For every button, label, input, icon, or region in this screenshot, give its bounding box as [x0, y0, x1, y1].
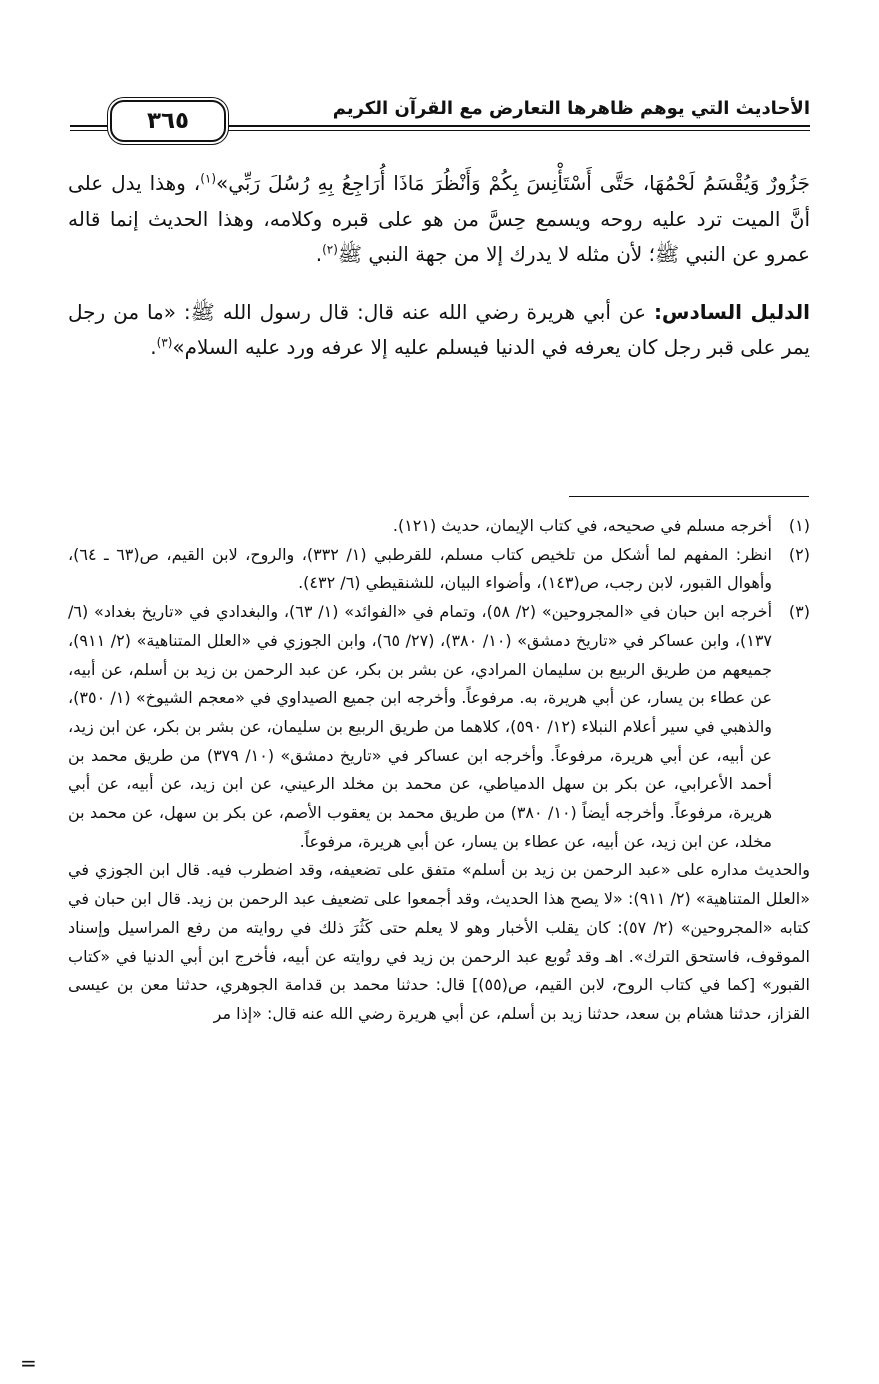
- evidence-heading: الدليل السادس:: [653, 299, 810, 324]
- page-number: ٣٦٥: [146, 108, 190, 134]
- footnote-ref-3: (٣): [156, 335, 173, 350]
- footnote-separator: [569, 496, 809, 497]
- footnote-text: انظر: المفهم لما أشكل من تلخيص كتاب مسلم، للقرطبي (١/ ٣٣٢)، والروح، لابن القيم، ص(٦٣ ـ ٦٤)، وأهوال القبور، لابن رجب، ص(١٤٣)، وأضواء البيان، للشنقيطي (٦/ ٤٣٢).: [68, 544, 773, 593]
- footnote-text: أخرجه مسلم في صحيحه، في كتاب الإيمان، حديث (١٢١).: [392, 516, 772, 535]
- paragraph-1-text: جَزُورٌ وَيُقْسَمُ لَحْمُهَا، حَتَّى أَسْتَأْنِسَ بِكُمْ وَأَنْظُرَ مَاذَا أُرَاجِعُ بِهِ رُسُلَ رَبِّي»: [216, 171, 810, 195]
- paragraph-2: [68, 295, 810, 366]
- footnote-number: (٣): [788, 602, 810, 622]
- footnote-ref-1: (١): [200, 171, 217, 186]
- page-number-box: [110, 100, 226, 142]
- paragraph-2-text: عن أبي هريرة رضي الله عنه قال: قال رسول الله ﷺ: «ما من رجل يمر على قبر رجل كان يعرفه في الدنيا فيسلم عليه إلا عرفه ورد عليه السلام»: [68, 299, 810, 359]
- footnote-number: (١): [788, 516, 810, 535]
- footnote-item: [68, 598, 810, 856]
- running-title: الأحاديث التي يوهم ظاهرها التعارض مع القرآن الكريم: [332, 98, 810, 119]
- footnote-text: أخرجه ابن حبان في «المجروحين» (٢/ ٥٨)، وتمام في «الفوائد» (١/ ٦٣)، والبغدادي في «تاريخ بغداد» (٦/ ١٣٧)، وابن عساكر في «تاريخ دمشق» (١٠/ ٣٨٠)، (٢٧/ ٦٥)، وابن الجوزي في «العلل المتناهية» (٢/ ٩١١)، جميعهم من طريق الربيع بن سليمان المرادي، عن بشر بن بكر، عن عبد الرحمن بن زيد بن أسلم، عن أبيه، عن عطاء بن يسار، عن أبي هريرة، به. مرفوعاً. وأخرجه ابن جميع الصيداوي في «معجم الشيوخ» (١/ ٣٥٠)، والذهبي في سير أعلام النبلاء (١٢/ ٥٩٠)، كلاهما من طريق الربيع بن سليمان، عن بشر بن بكر، عن ابن زيد، عن أبيه، عن أبي هريرة، مرفوعاً. وأخرجه ابن عساكر في «تاريخ دمشق» (١٠/ ٣٧٩) من طريق محمد بن أحمد الأعرابي، عن بكر بن سهل الدمياطي، عن محمد بن مخلد الرعيني، عن ابن زيد، عن أبيه، عن أبي هريرة، مرفوعاً. وأخرجه أيضاً (١٠/ ٣٨٠) من طريق محمد بن يعقوب الأصم، عن بكر بن سهل، عن محمد بن مخلد، عن ابن زيد، عن أبيه، عن عطاء بن يسار، عن أبي هريرة، مرفوعاً.: [68, 602, 773, 851]
- continuation-mark: =: [20, 1351, 37, 1375]
- footnote-number: (٢): [788, 544, 810, 564]
- paragraph-2-end: .: [150, 335, 157, 359]
- paragraph-1-end: .: [315, 242, 323, 266]
- footnote-item: [68, 541, 810, 598]
- main-text: [68, 166, 810, 366]
- footnote-ref-2: (٢): [322, 242, 338, 257]
- paragraph-1: [68, 166, 810, 273]
- footnote-continuation: والحديث مداره على «عبد الرحمن بن زيد بن أسلم» متفق على تضعيفه، وقد اضطرب فيه. قال ابن الجوزي في «العلل المتناهية» (٢/ ٩١١): «لا يصح هذا الحديث، وقد أجمعوا على تضعيف عبد الرحمن بن زيد. قال ابن حبان في كتابه «المجروحين» (٢/ ٥٧): كان يقلب الأخبار وهو لا يعلم حتى كَثُرَ ذلك في روايته من رفع المراسيل وإسناد الموقوف، فاستحق الترك». اهـ وقد تُوبع عبد الرحمن بن زيد في روايته عن أبيه، فأخرج ابن أبي الدنيا في «كتاب القبور» [كما في كتاب الروح، لابن القيم، ص(٥٥)] قال: حدثنا محمد بن قدامة الجوهري، حدثنا معن بن عيسى القزاز، حدثنا هشام بن سعد، حدثنا زيد بن أسلم، عن أبي هريرة رضي الله عنه قال: «إذا مر: [68, 860, 811, 1023]
- paragraph-1-rest: ، وهذا يدل على أنَّ الميت ترد عليه روحه ويسمع حِسَّ من هو على قبره وكلامه، وهذا الحديث إنما قاله عمرو عن النبي ﷺ؛ لأن مثله لا يدرك إلا من جهة النبي ﷺ: [68, 171, 810, 266]
- page-header: [70, 92, 810, 148]
- footnote-item: [68, 512, 810, 541]
- footnotes: [68, 512, 810, 1029]
